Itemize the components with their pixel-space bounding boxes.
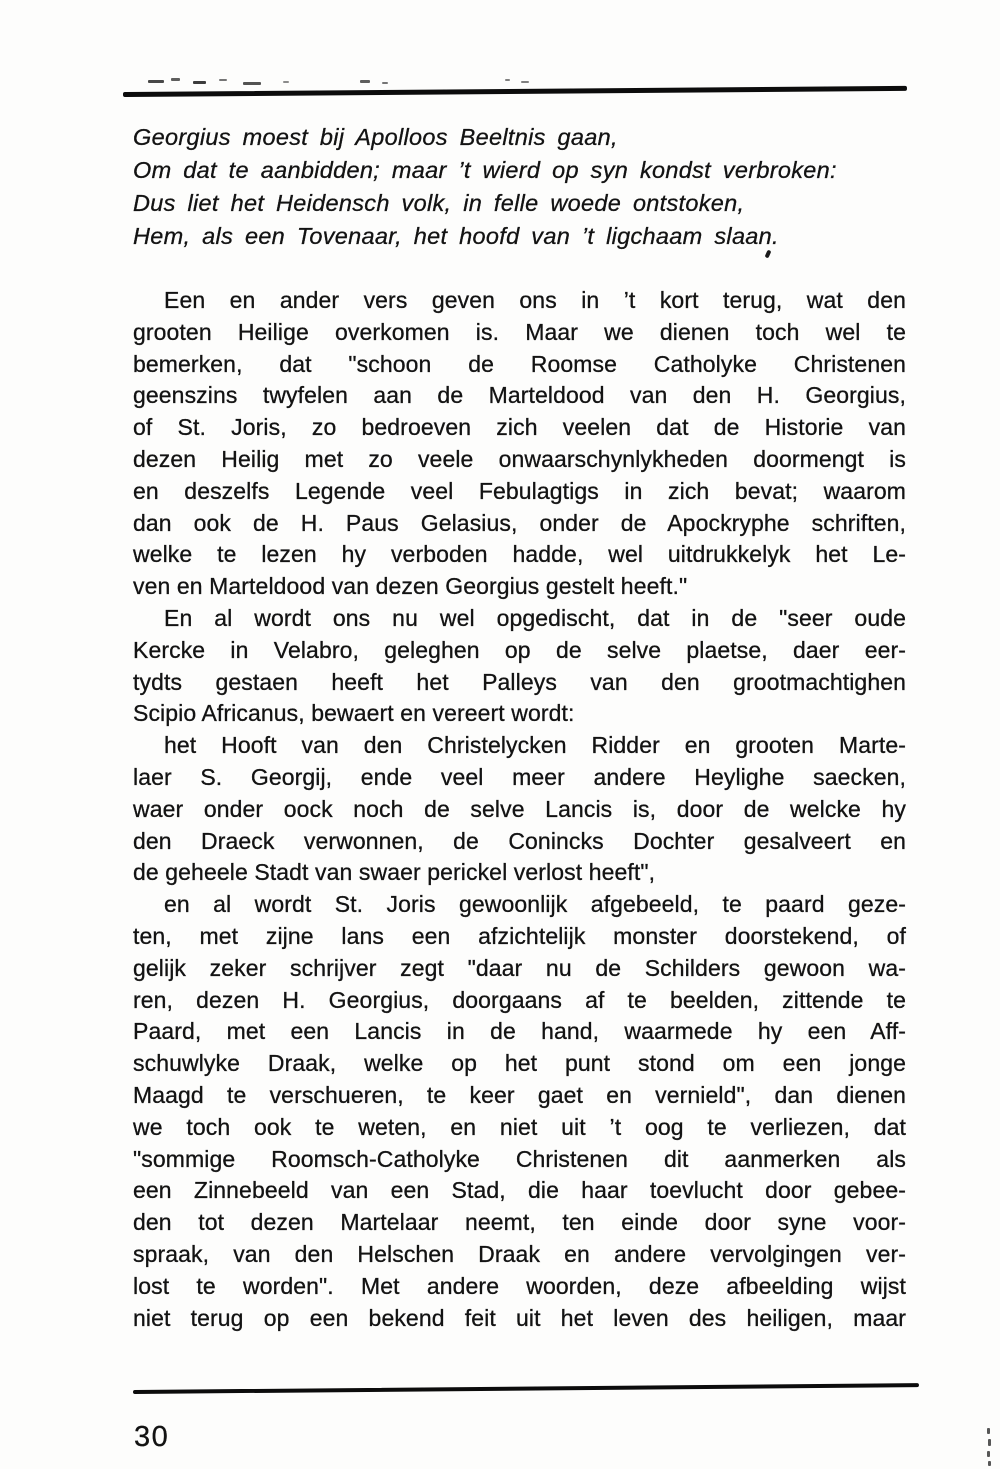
scan-speckle <box>505 79 510 81</box>
scan-speckle <box>243 82 261 85</box>
body-line: Paard, met een Lancis in de hand, waarmede hy een Aff- <box>133 1018 906 1045</box>
body-line: gelijk zeker schrijver zegt "daar nu de Schilders gewoon wa- <box>133 954 906 981</box>
scan-speckle <box>148 80 164 83</box>
scan-speckle <box>219 79 227 81</box>
body-line: of St. Joris, zo bedroeven zich veelen dat de Historie van <box>133 414 906 441</box>
body-line: grooten Heilige overkomen is. Maar we dienen toch wel te <box>133 318 906 345</box>
body-line: Scipio Africanus, bewaert en vereert wordt: <box>133 700 575 727</box>
body-line: welke te lezen hy verboden hadde, wel uitdrukkelyk het Le- <box>133 541 906 568</box>
body-line: ven en Marteldood van dezen Georgius gestelt heeft." <box>133 573 688 600</box>
body-line: Een en ander vers geven ons in ’t kort terug, wat den <box>164 287 906 313</box>
body-line: geenszins twyfelen aan de Marteldood van den H. Georgius, <box>133 382 906 409</box>
body-line: dezen Heilig met zo veele onwaarschynlykheden doormengt is <box>133 445 906 472</box>
verse-block <box>133 121 943 253</box>
body-line: waer onder oock noch de selve Lancis is, door de welcke hy <box>133 795 906 822</box>
scan-edge-artifact <box>987 1451 990 1457</box>
body-line: Kercke in Velabro, geleghen op de selve plaetse, daer eer- <box>133 636 906 663</box>
body-line: een Zinnebeeld van een Stad, die haar toevlucht door gebee- <box>133 1177 906 1204</box>
body-line: schuwlyke Draak, welke op het punt stond om een jonge <box>133 1050 906 1077</box>
body-line: en al wordt St. Joris gewoonlijk afgebeeld, te paard geze- <box>164 891 906 918</box>
body-line: de geheele Stadt van swaer perickel verlost heeft", <box>133 859 656 886</box>
body-line: den tot dezen Martelaar neemt, ten einde door syne voor- <box>133 1209 906 1236</box>
body-line: we toch ook te weten, en niet uit ’t oog te verliezen, dat <box>133 1113 906 1140</box>
body-text-block <box>133 285 906 1334</box>
body-line: ren, dezen H. Georgius, doorgaans af te beelden, zittende te <box>133 986 906 1013</box>
body-line: het Hooft van den Christelycken Ridder en grooten Marte- <box>164 732 906 759</box>
scan-edge-artifact <box>988 1439 991 1446</box>
body-line: niet terug op een bekend feit uit het leven des heiligen, maar <box>133 1304 906 1331</box>
scan-speckle <box>382 82 388 84</box>
body-line: laer S. Georgij, ende veel meer andere Heylighe saecken, <box>133 763 906 790</box>
scan-speckle <box>193 81 206 84</box>
scan-speckle <box>360 80 370 83</box>
body-line: En al wordt ons nu wel opgedischt, dat in de "seer oude <box>164 604 906 631</box>
body-line: spraak, van den Helschen Draak en andere vervolgingen ver- <box>133 1240 906 1267</box>
body-line: den Draeck verwonnen, de Conincks Dochter gesalveert en <box>133 827 906 854</box>
body-line: tydts gestaen heeft het Palleys van den grootmachtighen <box>133 668 906 695</box>
body-line: "sommige Roomsch-Catholyke Christenen dit aanmerken als <box>133 1145 906 1172</box>
scan-speckle <box>521 81 529 83</box>
body-line: dan ook de H. Paus Gelasius, onder de Apockryphe schriften, <box>133 509 906 536</box>
verse-line: Om dat te aanbidden; maar ’t wierd op syn kondst verbroken: <box>133 157 837 183</box>
top-horizontal-rule <box>123 86 907 97</box>
body-line: en deszelfs Legende veel Febulagtigs in zich bevat; waarom <box>133 477 906 504</box>
verse-line: Dus liet het Heidensch volk, in felle woede ontstoken, <box>133 190 745 216</box>
body-line: Maagd te verschueren, te keer gaet en vernield", dan dienen <box>133 1081 906 1108</box>
verse-line: Georgius moest bij Apolloos Beeltnis gaan, <box>133 124 618 150</box>
scan-speckle <box>283 81 289 83</box>
body-line: bemerken, dat "schoon de Roomse Catholyke Christenen <box>133 350 906 377</box>
body-line: ten, met zijne lans een afzichtelijk monster doorstekend, of <box>133 922 906 949</box>
scan-speckle <box>171 78 180 81</box>
scan-edge-artifact <box>987 1428 990 1434</box>
bottom-horizontal-rule <box>133 1383 919 1394</box>
verse-line: Hem, als een Tovenaar, het hoofd van ’t ligchaam slaan. <box>133 223 779 249</box>
body-line: lost te worden". Met andere woorden, deze afbeelding wijst <box>133 1272 906 1299</box>
page-number: 30 <box>134 1421 170 1453</box>
scan-edge-artifact <box>988 1461 991 1466</box>
